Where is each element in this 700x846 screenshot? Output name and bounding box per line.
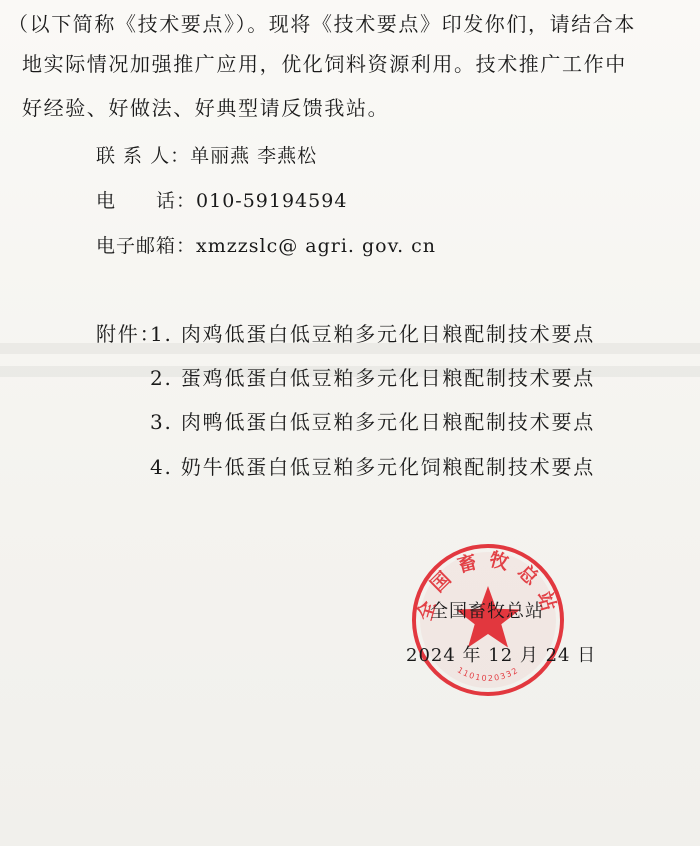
paragraph-line-1: （以下简称《技术要点》）。现将《技术要点》印发你们，请结合本 (8, 12, 636, 36)
contact-person (96, 141, 317, 168)
contact-phone-label: 电 话： (96, 190, 197, 212)
contact-phone-value: 010-59194594 (196, 190, 348, 212)
attachment-item-1: 1. 肉鸡低蛋白低豆粕多元化日粮配制技术要点 (150, 322, 596, 346)
contact-email-value: xmzzslc@ agri. gov. cn (196, 235, 437, 257)
contact-person-label: 联 系 人： (96, 145, 191, 167)
contact-email-label: 电子邮箱： (96, 235, 197, 257)
attachment-item-2: 2. 蛋鸡低蛋白低豆粕多元化日粮配制技术要点 (150, 366, 596, 390)
seal-serial-text: 1101020332 (455, 665, 521, 684)
seal-ring-text: 全国畜牧总站 (413, 548, 563, 624)
paragraph-line-3: 好经验、好做法、好典型请反馈我站。 (22, 96, 390, 120)
attachment-item-3: 3. 肉鸭低蛋白低豆粕多元化日粮配制技术要点 (150, 410, 596, 434)
signature-organization: 全国畜牧总站 (430, 601, 544, 622)
attachments-label: 附件： (96, 322, 162, 346)
contact-person-value: 单丽燕 李燕松 (190, 145, 318, 167)
contact-phone (96, 186, 347, 213)
paragraph-line-2: 地实际情况加强推广应用，优化饲料资源利用。技术推广工作中 (22, 52, 627, 76)
attachment-item-4: 4. 奶牛低蛋白低豆粕多元化饲粮配制技术要点 (150, 455, 596, 479)
signature-date: 2024 年 12 月 24 日 (406, 645, 597, 666)
contact-email (96, 231, 436, 258)
